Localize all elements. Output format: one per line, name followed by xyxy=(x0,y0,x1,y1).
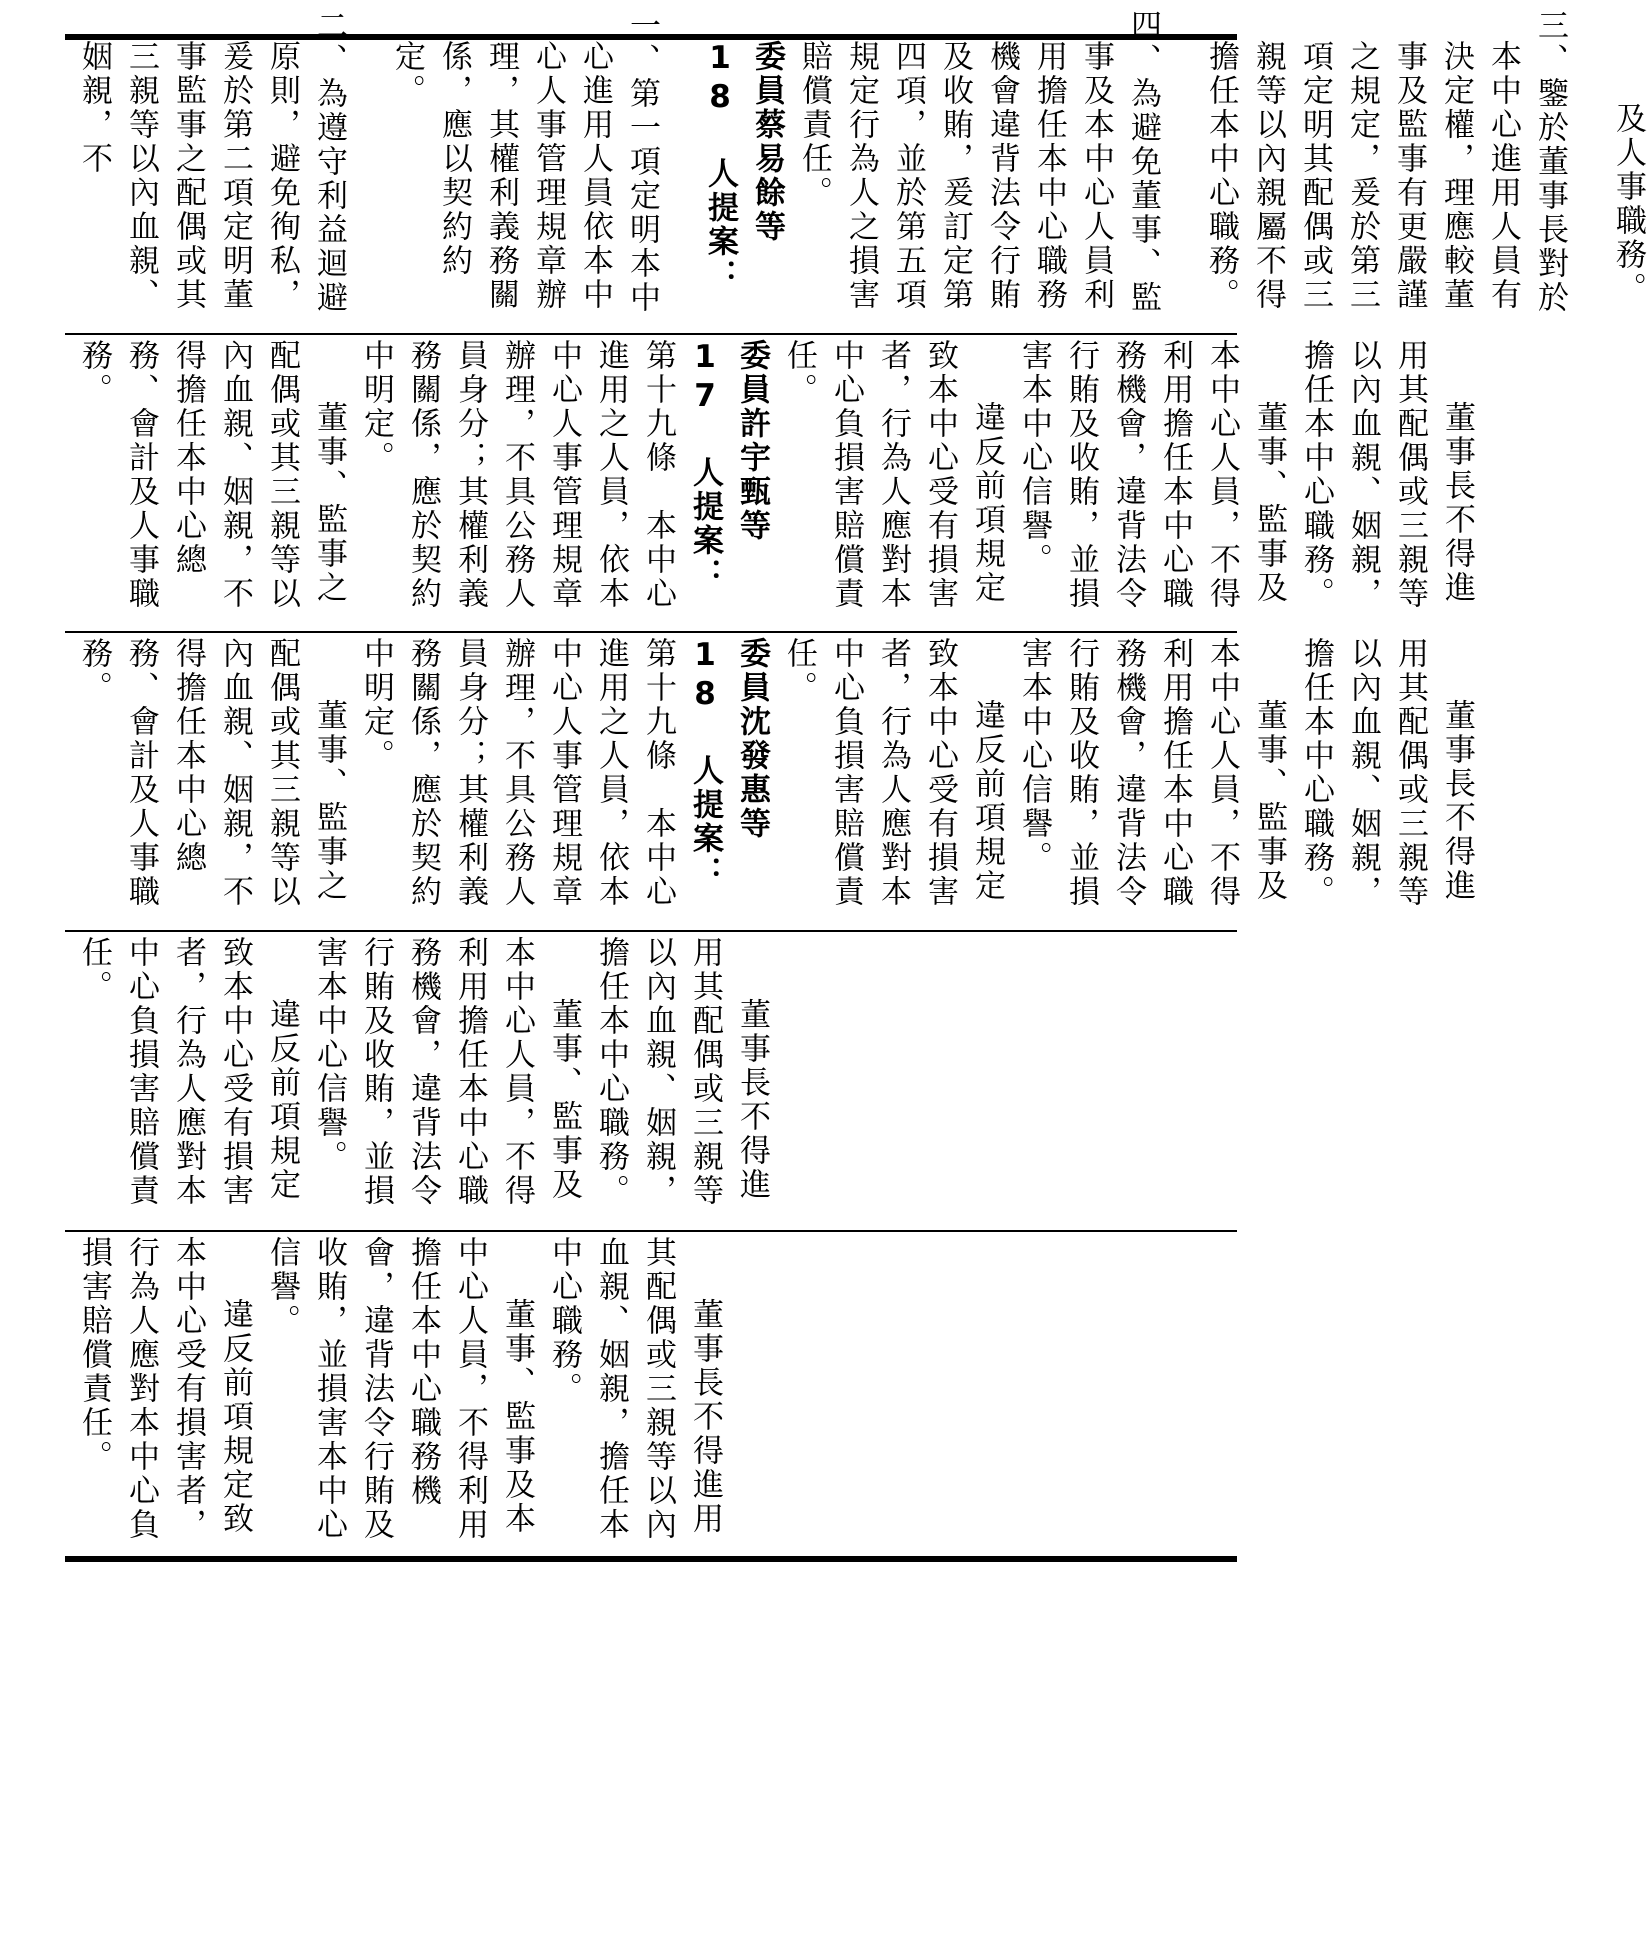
table-row xyxy=(70,936,1230,1227)
row-divider xyxy=(65,333,1237,335)
table-row xyxy=(70,637,1475,927)
paragraph: 及人事職務。 xyxy=(1610,102,1646,306)
paragraph: 違反前項規定致本中心受有損害者，行為人應對本中心負損害賠償責任。 xyxy=(76,1236,253,1542)
table-row xyxy=(70,339,1475,628)
paragraph: 董事長不得進用其配偶或三親等以內血親、姻親，擔任本中心職務。 xyxy=(1298,637,1475,909)
paragraph: 董事、監事之配偶或其三親等以內血親、姻親，不得擔任本中心總務、會計及人事職務。 xyxy=(76,339,347,611)
paragraph: 違反前項規定致本中心受有損害者，行為人應對本中心負損害賠償責任。 xyxy=(781,637,1005,909)
table-row xyxy=(70,9,1646,330)
row-3-text xyxy=(70,637,1480,927)
paragraph: 董事、監事及本中心人員，不得利用擔任本中心職務機會，違背法令行賄及收賄，並損害本中心信譽。 xyxy=(311,936,582,1208)
paragraph: 第十九條 本中心進用之人員，依本中心人事管理規章辦理，不具公務人員身分；其權利義務關係，應於契約中明定。 xyxy=(358,339,676,611)
paragraph: 董事、監事及本中心人員，不得利用擔任本中心職務機會，違背法令行賄及收賄，並損害本中心信譽。 xyxy=(1016,339,1287,611)
paragraph: 董事長不得進用其配偶或三親等以內血親、姻親，擔任本中心職務。 xyxy=(1298,339,1475,611)
table-row xyxy=(70,1236,1230,1554)
row-4-text xyxy=(70,936,775,1227)
row-5-text xyxy=(70,1236,728,1554)
row-1-text xyxy=(70,9,1651,330)
paragraph: 三、鑒於董事長對於本中心進用人員有決定權，理應較董事及監事有更嚴謹之規定，爰於第三項定明其配偶或三親等以內親屬不得擔任本中心職務。 xyxy=(1203,9,1568,315)
paragraph: 董事長不得進用其配偶或三親等以內血親、姻親，擔任本中心職務。 xyxy=(593,936,770,1208)
paragraph: 二、為遵守利益迴避原則，避免徇私，爰於第二項定明董事監事之配偶或其三親等以內血親、姻親，不 xyxy=(76,9,347,315)
row-divider xyxy=(65,631,1237,633)
paragraph: 違反前項規定致本中心受有損害者，行為人應對本中心負損害賠償責任。 xyxy=(76,936,300,1208)
proposal-heading: 委員沈發惠等 18 人提案： xyxy=(687,637,770,890)
paragraph: 第十九條 本中心進用之人員，依本中心人事管理規章辦理，不具公務人員身分；其權利義務關係，應於契約中明定。 xyxy=(358,637,676,909)
row-divider xyxy=(65,1230,1237,1232)
proposal-heading: 委員蔡易餘等 18 人提案： xyxy=(702,40,785,293)
paragraph: 四、為避免董事、監事及本中心人員利用擔任本中心職務機會違背法令行賄及收賄，爰訂定第四項，並於第五項規定行為人之損害賠償責任。 xyxy=(796,9,1161,315)
row-divider xyxy=(65,930,1237,932)
paragraph: 董事長不得進用其配偶或三親等以內血親、姻親，擔任本中心職務。 xyxy=(546,1236,723,1542)
proposal-heading: 委員許宇甄等 17 人提案： xyxy=(687,339,770,592)
paragraph: 董事、監事及本中心人員，不得利用擔任本中心職務機會，違背法令行賄及收賄，並損害本中心信譽。 xyxy=(264,1236,535,1542)
paragraph: 董事、監事之配偶或其三親等以內血親、姻親，不得擔任本中心總務、會計及人事職務。 xyxy=(76,637,347,909)
paragraph: 違反前項規定致本中心受有損害者，行為人應對本中心負損害賠償責任。 xyxy=(781,339,1005,611)
row-2-text xyxy=(70,339,1480,628)
paragraph: 董事、監事及本中心人員，不得利用擔任本中心職務機會，違背法令行賄及收賄，並損害本中心信譽。 xyxy=(1016,637,1287,909)
paragraph: 一、第一項定明本中心進用人員依本中心人事管理規章辦理，其權利義務關係，應以契約約定。 xyxy=(389,9,660,315)
bottom-border xyxy=(65,1556,1237,1562)
